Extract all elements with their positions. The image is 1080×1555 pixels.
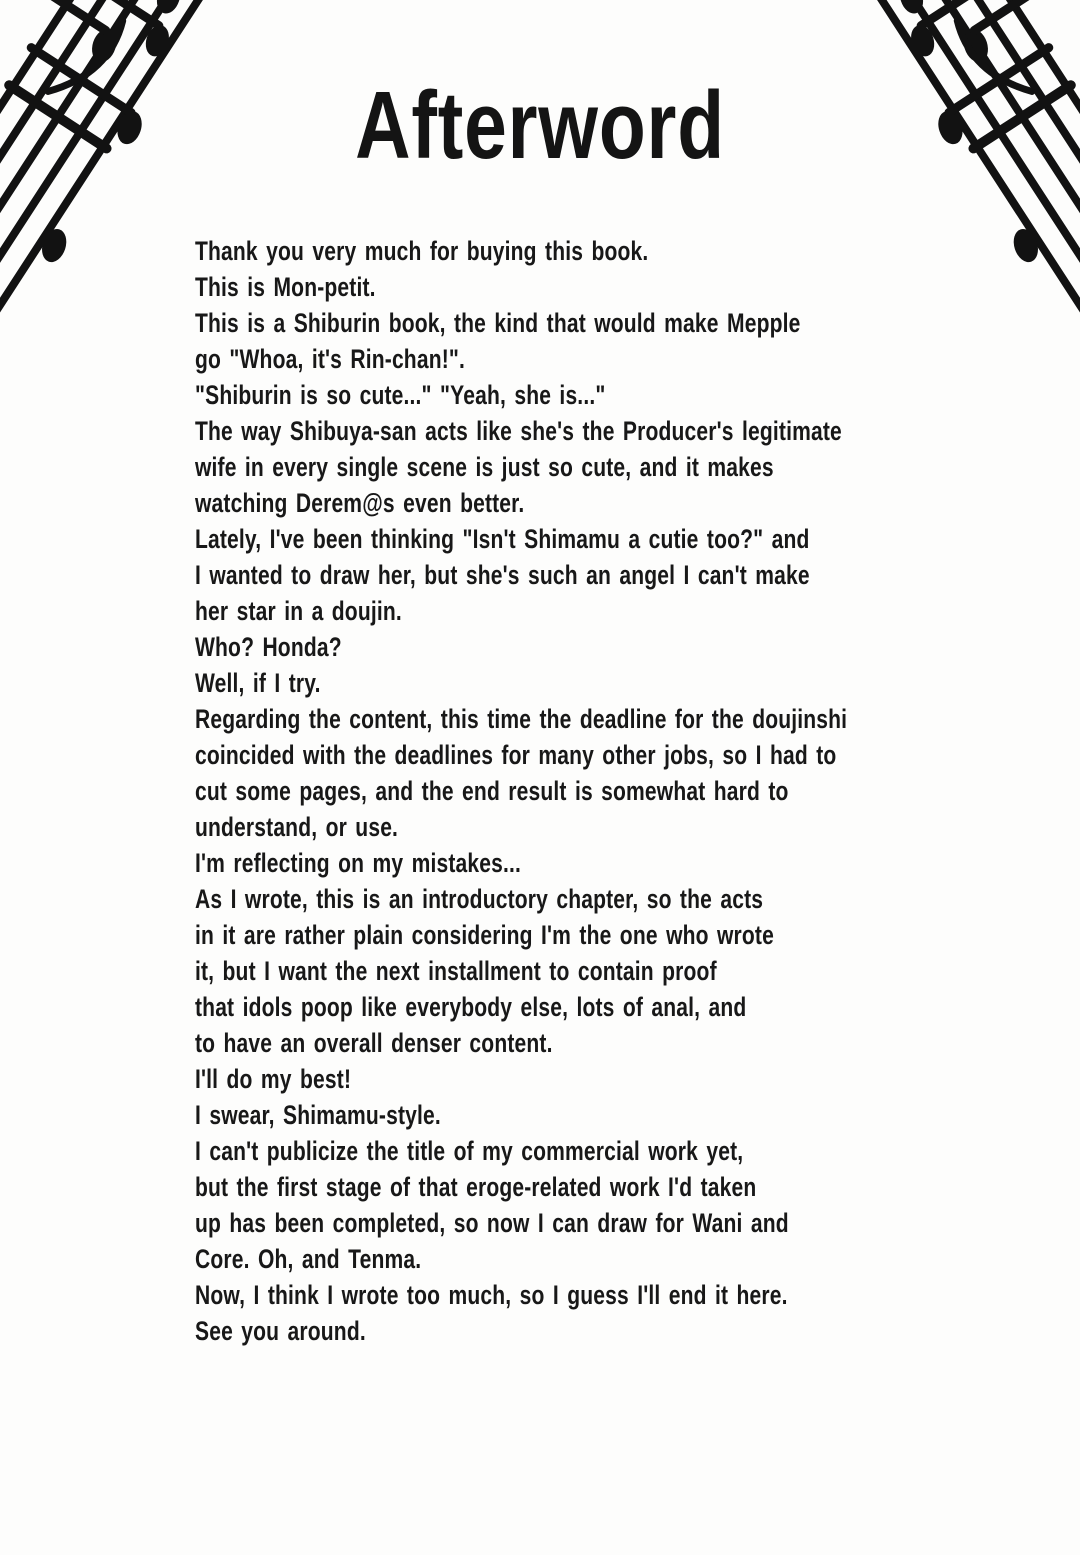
- afterword-line: I'll do my best!: [195, 1064, 352, 1094]
- afterword-line: Who? Honda?: [195, 632, 342, 662]
- afterword-line: "Shiburin is so cute..." "Yeah, she is...": [195, 380, 606, 410]
- afterword-line: I wanted to draw her, but she's such an angel I can't make: [195, 560, 810, 590]
- afterword-line: This is Mon-petit.: [195, 272, 376, 302]
- afterword-text: [195, 233, 897, 1349]
- afterword-line: Well, if I try.: [195, 668, 321, 698]
- afterword-line: This is a Shiburin book, the kind that would make Mepple: [195, 308, 801, 338]
- afterword-line: The way Shibuya-san acts like she's the Producer's legitimate: [195, 416, 842, 446]
- afterword-line: watching Derem@s even better.: [195, 488, 525, 518]
- afterword-line: in it are rather plain considering I'm the one who wrote: [195, 920, 774, 950]
- afterword-line: Regarding the content, this time the deadline for the doujinshi: [195, 704, 848, 734]
- afterword-line: it, but I want the next installment to contain proof: [195, 956, 717, 986]
- afterword-line: cut some pages, and the end result is somewhat hard to: [195, 776, 789, 806]
- afterword-line: Now, I think I wrote too much, so I guess I'll end it here.: [195, 1280, 788, 1310]
- afterword-line: but the first stage of that eroge-related work I'd taken: [195, 1172, 757, 1202]
- afterword-line: her star in a doujin.: [195, 596, 402, 626]
- afterword-line: I swear, Shimamu-style.: [195, 1100, 441, 1130]
- afterword-line: that idols poop like everybody else, lots of anal, and: [195, 992, 747, 1022]
- afterword-line: Lately, I've been thinking "Isn't Shimamu a cutie too?" and: [195, 524, 810, 554]
- afterword-line: See you around.: [195, 1316, 366, 1346]
- afterword-line: I'm reflecting on my mistakes...: [195, 848, 522, 878]
- afterword-line: understand, or use.: [195, 812, 399, 842]
- afterword-line: up has been completed, so now I can draw for Wani and: [195, 1208, 789, 1238]
- afterword-line: Core. Oh, and Tenma.: [195, 1244, 422, 1274]
- afterword-line: Thank you very much for buying this book.: [195, 236, 649, 266]
- afterword-line: to have an overall denser content.: [195, 1028, 553, 1058]
- afterword-line: go "Whoa, it's Rin-chan!".: [195, 344, 466, 374]
- afterword-line: coincided with the deadlines for many other jobs, so I had to: [195, 740, 837, 770]
- page-title: Afterword: [355, 72, 725, 179]
- afterword-line: wife in every single scene is just so cute, and it makes: [195, 452, 774, 482]
- afterword-line: I can't publicize the title of my commercial work yet,: [195, 1136, 744, 1166]
- afterword-line: As I wrote, this is an introductory chapter, so the acts: [195, 884, 764, 914]
